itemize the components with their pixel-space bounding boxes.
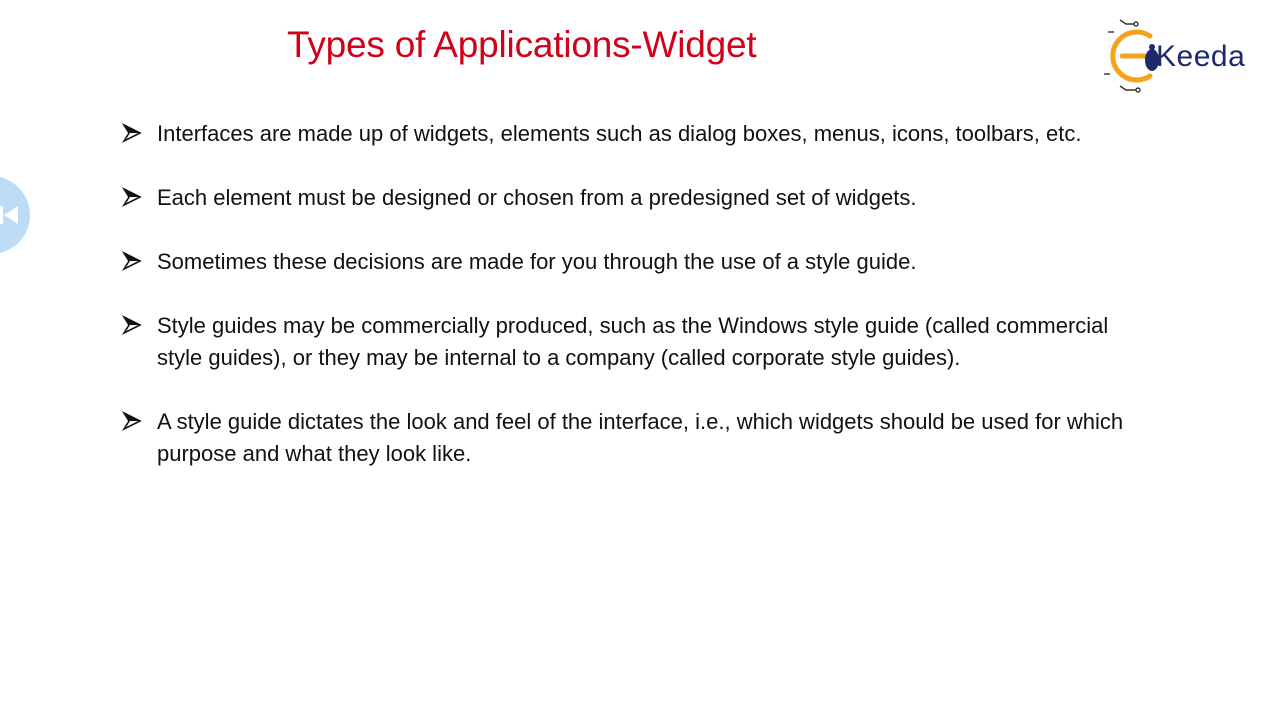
list-item xyxy=(120,406,1150,470)
bullet-text: A style guide dictates the look and feel of the interface, i.e., which widgets should be used for which purpose and what they look like. xyxy=(157,409,1124,466)
bullet-text: Each element must be designed or chosen from a predesigned set of widgets. xyxy=(157,185,917,210)
logo-text: Keeda xyxy=(1156,40,1246,73)
ekeeda-logo xyxy=(1100,14,1260,100)
slide-title: Types of Applications-Widget xyxy=(287,24,757,65)
list-item xyxy=(120,310,1150,374)
list-item xyxy=(120,246,1150,278)
bullet-text: Style guides may be commercially produced, such as the Windows style guide (called commercial style guides), or they may be internal to a company (called corporate style guides). xyxy=(157,313,1109,370)
skip-back-icon xyxy=(0,203,20,227)
list-item xyxy=(120,118,1150,150)
bullet-text: Sometimes these decisions are made for you through the use of a style guide. xyxy=(157,249,917,274)
bullet-text: Interfaces are made up of widgets, elements such as dialog boxes, menus, icons, toolbars, etc. xyxy=(157,121,1082,146)
bullet-list xyxy=(120,118,1150,502)
arrowhead-bullet-icon xyxy=(122,123,142,143)
list-item xyxy=(120,182,1150,214)
arrowhead-bullet-icon xyxy=(122,411,142,431)
arrowhead-bullet-icon xyxy=(122,251,142,271)
arrowhead-bullet-icon xyxy=(122,187,142,207)
side-nav-handle[interactable] xyxy=(0,176,30,254)
arrowhead-bullet-icon xyxy=(122,315,142,335)
